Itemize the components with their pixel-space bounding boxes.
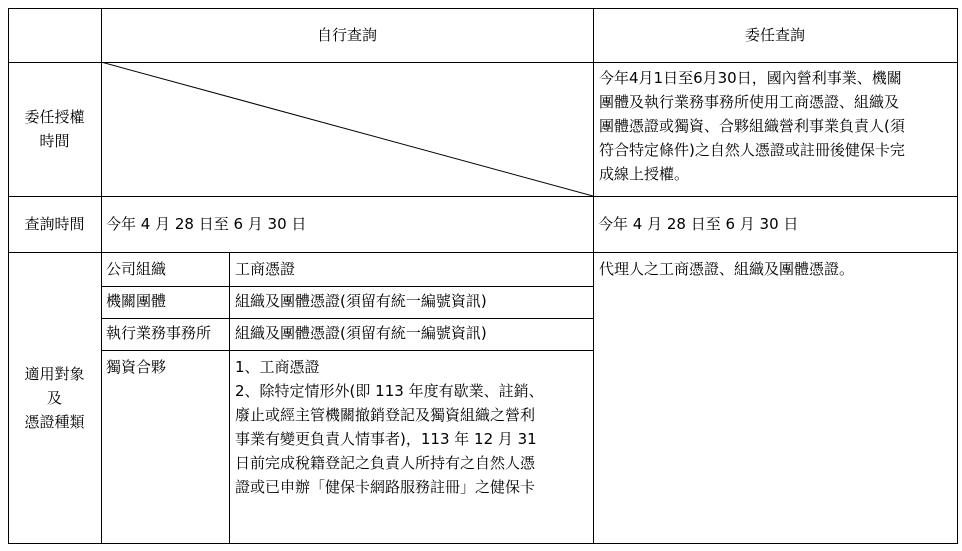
delegated-authorization-period xyxy=(593,66,957,196)
text-line: 團體及執行業務事務所使用工商憑證、組織及 xyxy=(599,93,900,111)
self-query-period: 今年 4 月 28 日至 6 月 30 日 xyxy=(106,215,307,233)
header-delegated-query: 委任查詢 xyxy=(744,26,805,44)
label-query-period: 查詢時間 xyxy=(24,215,85,233)
cert-sole-partnership xyxy=(229,355,593,543)
grid-line xyxy=(101,8,102,544)
grid-line xyxy=(101,286,593,287)
text-line: 符合特定條件)之自然人憑證或註冊後健保卡完 xyxy=(599,141,905,159)
grid-line xyxy=(8,252,958,253)
label-line: 憑證種類 xyxy=(24,412,85,431)
cert-practice: 組織及團體憑證(須留有統一編號資訊) xyxy=(235,324,487,342)
entity-agency: 機關團體 xyxy=(106,292,167,310)
text-line: 今年4月1日至6月30日，國內營利事業、機關 xyxy=(599,69,902,87)
text-line: 廢止或經主管機關撤銷登記及獨資組織之營利 xyxy=(235,406,536,424)
grid-line xyxy=(8,62,958,63)
label-applicable-entities xyxy=(8,252,101,543)
header-self-query: 自行查詢 xyxy=(316,26,377,44)
text-line: 證或已申辦「健保卡網路服務註冊」之健保卡 xyxy=(235,478,536,496)
grid-line xyxy=(101,350,593,351)
label-line: 委任授權 xyxy=(24,108,85,126)
grid-line xyxy=(8,8,958,9)
grid-line xyxy=(957,8,958,544)
label-line: 適用對象 xyxy=(24,364,85,383)
text-line: 團體憑證或獨資、合夥組織營利事業負責人(須 xyxy=(599,117,905,135)
cert-agency: 組織及團體憑證(須留有統一編號資訊) xyxy=(235,292,487,310)
delegated-query-period: 今年 4 月 28 日至 6 月 30 日 xyxy=(598,215,799,233)
grid-line xyxy=(8,8,9,544)
not-applicable-diagonal xyxy=(101,62,593,196)
text-line: 事業有變更負責人情事者)，113 年 12 月 31 xyxy=(235,430,537,448)
label-line: 及 xyxy=(46,388,62,407)
grid-line xyxy=(229,252,230,544)
text-line: 1、工商憑證 xyxy=(235,358,320,376)
text-line: 成線上授權。 xyxy=(599,165,690,183)
entity-sole-partnership: 獨資合夥 xyxy=(106,358,167,376)
delegated-applicable-certs: 代理人之工商憑證、組織及團體憑證。 xyxy=(599,260,855,278)
grid-line xyxy=(593,8,594,544)
text-line: 2、除特定情形外(即 113 年度有歇業、註銷、 xyxy=(235,382,544,400)
grid-line xyxy=(8,196,958,197)
cert-company: 工商憑證 xyxy=(235,260,296,278)
entity-practice: 執行業務事務所 xyxy=(106,324,212,342)
label-line: 時間 xyxy=(39,132,70,150)
text-line: 日前完成稅籍登記之負責人所持有之自然人憑 xyxy=(235,454,536,472)
grid-line xyxy=(101,318,593,319)
entity-company: 公司組織 xyxy=(106,260,167,278)
label-authorization-period xyxy=(8,62,101,196)
grid-line xyxy=(8,543,958,544)
